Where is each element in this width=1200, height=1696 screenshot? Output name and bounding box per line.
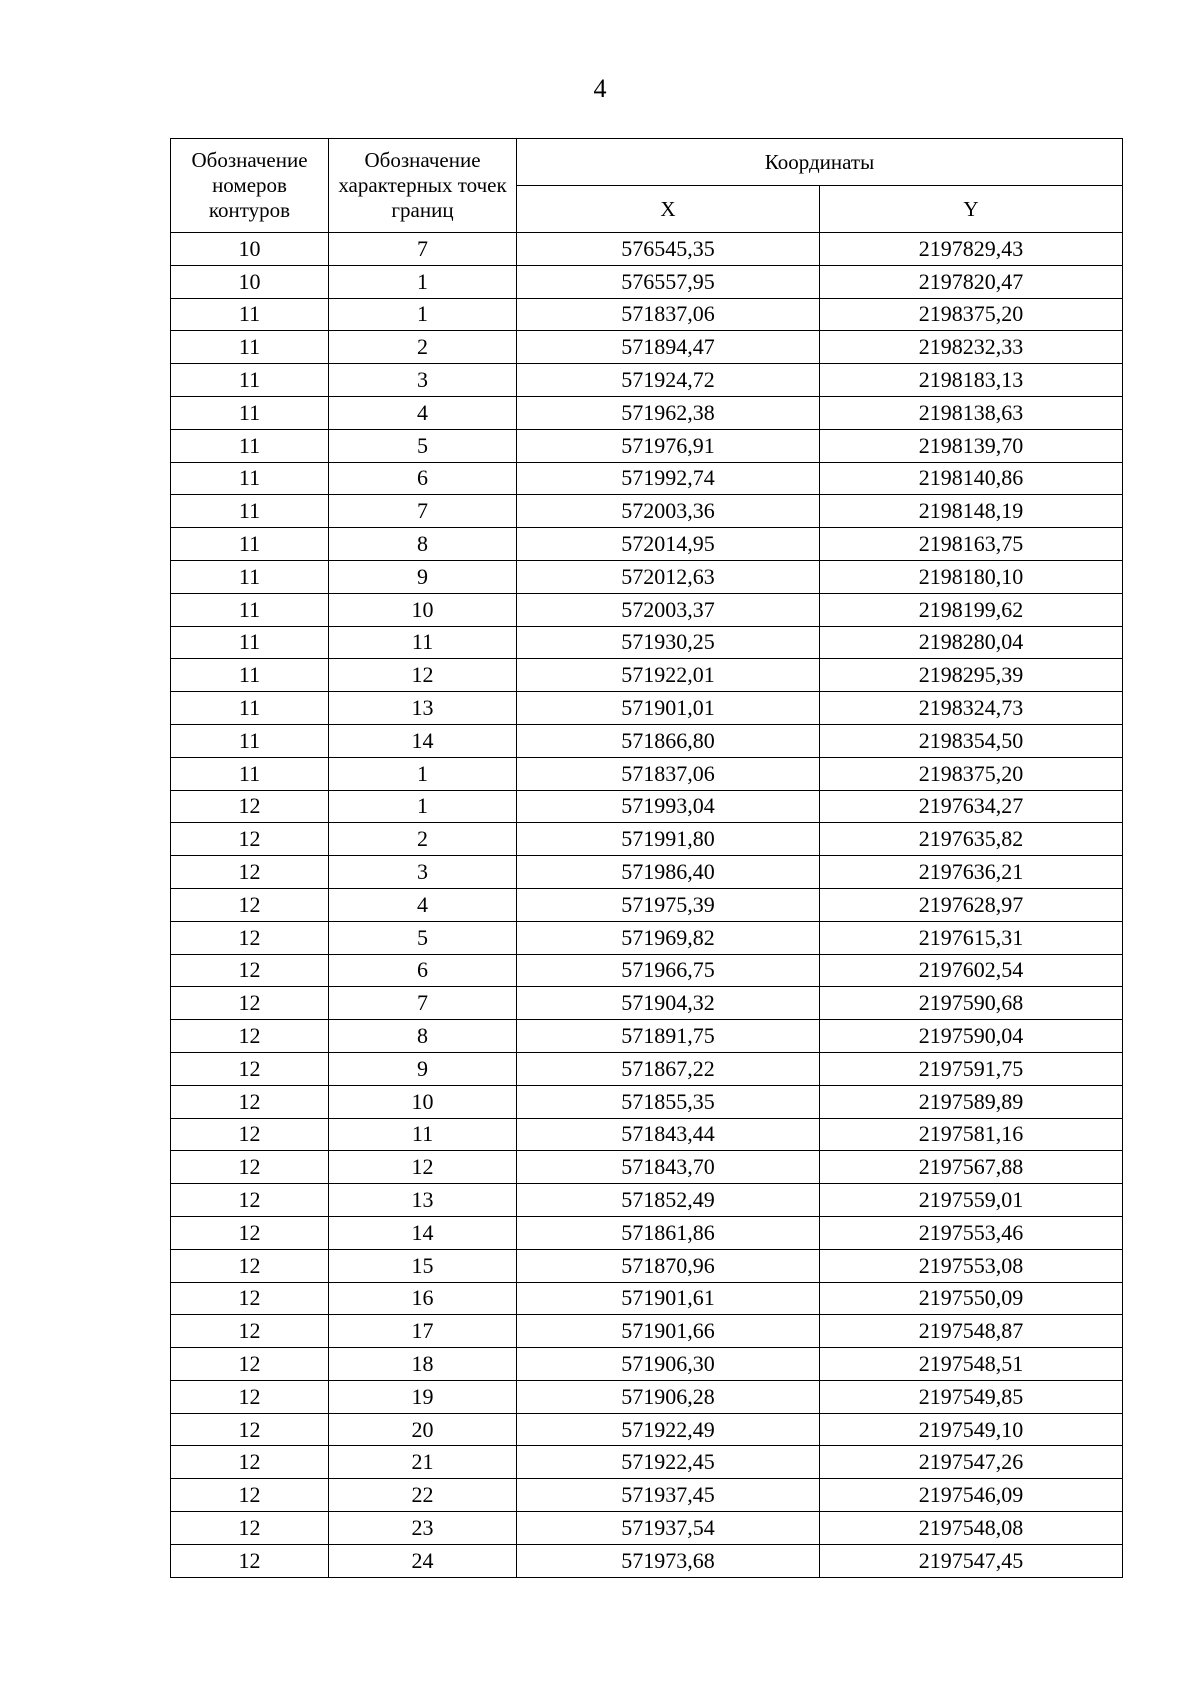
table-row [171,790,1123,823]
table-row [171,1348,1123,1381]
cell-y: 2197581,16 [820,1118,1123,1151]
cell-point: 4 [329,396,517,429]
table-row [171,1151,1123,1184]
table-row [171,856,1123,889]
table-row [171,921,1123,954]
table-row [171,1118,1123,1151]
cell-y: 2197820,47 [820,265,1123,298]
cell-y: 2198183,13 [820,364,1123,397]
cell-point: 11 [329,1118,517,1151]
cell-point: 7 [329,233,517,266]
cell-y: 2197548,51 [820,1348,1123,1381]
cell-y: 2197549,85 [820,1380,1123,1413]
cell-y: 2198375,20 [820,757,1123,790]
table-row [171,396,1123,429]
cell-x: 571962,38 [517,396,820,429]
cell-point: 15 [329,1249,517,1282]
header-coordinates: Координаты [517,139,1123,186]
table-row [171,1315,1123,1348]
header-contour: Обозначение номеров контуров [171,139,329,233]
cell-y: 2197550,09 [820,1282,1123,1315]
cell-contour: 12 [171,1282,329,1315]
table-row [171,888,1123,921]
cell-contour: 12 [171,1151,329,1184]
cell-point: 24 [329,1544,517,1577]
cell-point: 14 [329,724,517,757]
cell-x: 571843,44 [517,1118,820,1151]
cell-x: 571894,47 [517,331,820,364]
cell-point: 18 [329,1348,517,1381]
cell-contour: 12 [171,1052,329,1085]
cell-point: 13 [329,692,517,725]
table-row [171,1413,1123,1446]
cell-point: 8 [329,528,517,561]
cell-y: 2197602,54 [820,954,1123,987]
cell-contour: 12 [171,1348,329,1381]
cell-point: 19 [329,1380,517,1413]
cell-x: 571861,86 [517,1216,820,1249]
cell-point: 11 [329,626,517,659]
cell-x: 571843,70 [517,1151,820,1184]
table-row [171,1380,1123,1413]
cell-y: 2198140,86 [820,462,1123,495]
page-number: 4 [593,74,607,103]
cell-x: 576545,35 [517,233,820,266]
table-row [171,1446,1123,1479]
cell-contour: 11 [171,364,329,397]
cell-x: 571906,28 [517,1380,820,1413]
table-row [171,1282,1123,1315]
cell-x: 571922,01 [517,659,820,692]
cell-x: 571937,54 [517,1512,820,1545]
cell-y: 2197634,27 [820,790,1123,823]
cell-y: 2198354,50 [820,724,1123,757]
cell-contour: 11 [171,331,329,364]
cell-x: 572003,36 [517,495,820,528]
cell-contour: 12 [171,1085,329,1118]
cell-point: 1 [329,757,517,790]
cell-y: 2198138,63 [820,396,1123,429]
cell-point: 6 [329,462,517,495]
table-row [171,987,1123,1020]
cell-y: 2197553,46 [820,1216,1123,1249]
table-row [171,462,1123,495]
table-row [171,1020,1123,1053]
cell-contour: 12 [171,1544,329,1577]
cell-y: 2197636,21 [820,856,1123,889]
cell-x: 571973,68 [517,1544,820,1577]
cell-contour: 11 [171,462,329,495]
cell-x: 571969,82 [517,921,820,954]
cell-contour: 12 [171,1020,329,1053]
header-point: Обозначение характерных точек границ [329,139,517,233]
cell-x: 571901,01 [517,692,820,725]
cell-point: 10 [329,1085,517,1118]
cell-y: 2197549,10 [820,1413,1123,1446]
cell-contour: 11 [171,495,329,528]
cell-x: 571901,61 [517,1282,820,1315]
cell-point: 21 [329,1446,517,1479]
table-row [171,1249,1123,1282]
cell-point: 10 [329,593,517,626]
cell-contour: 12 [171,1446,329,1479]
cell-x: 571870,96 [517,1249,820,1282]
cell-y: 2197547,26 [820,1446,1123,1479]
cell-x: 576557,95 [517,265,820,298]
cell-x: 571937,45 [517,1479,820,1512]
cell-y: 2197548,87 [820,1315,1123,1348]
table-row [171,265,1123,298]
cell-x: 571993,04 [517,790,820,823]
cell-x: 571904,32 [517,987,820,1020]
cell-contour: 10 [171,233,329,266]
cell-contour: 12 [171,1118,329,1151]
table-body [171,233,1123,1578]
cell-y: 2197567,88 [820,1151,1123,1184]
table-row [171,495,1123,528]
cell-y: 2197589,89 [820,1085,1123,1118]
cell-y: 2198180,10 [820,560,1123,593]
cell-x: 571837,06 [517,757,820,790]
table-row [171,692,1123,725]
cell-contour: 11 [171,626,329,659]
cell-y: 2198375,20 [820,298,1123,331]
cell-point: 13 [329,1184,517,1217]
table-row [171,233,1123,266]
cell-y: 2197548,08 [820,1512,1123,1545]
table-row [171,626,1123,659]
cell-contour: 11 [171,396,329,429]
cell-x: 571922,45 [517,1446,820,1479]
cell-x: 571924,72 [517,364,820,397]
table-row [171,593,1123,626]
cell-y: 2197590,04 [820,1020,1123,1053]
cell-x: 571901,66 [517,1315,820,1348]
cell-contour: 11 [171,757,329,790]
table-row [171,724,1123,757]
cell-y: 2198295,39 [820,659,1123,692]
table-row [171,1544,1123,1577]
table-row [171,528,1123,561]
cell-contour: 12 [171,1184,329,1217]
cell-y: 2197546,09 [820,1479,1123,1512]
cell-x: 571852,49 [517,1184,820,1217]
table-row [171,954,1123,987]
cell-y: 2198148,19 [820,495,1123,528]
cell-contour: 12 [171,856,329,889]
cell-point: 9 [329,1052,517,1085]
cell-point: 8 [329,1020,517,1053]
cell-contour: 12 [171,987,329,1020]
cell-y: 2197829,43 [820,233,1123,266]
cell-point: 4 [329,888,517,921]
cell-contour: 11 [171,724,329,757]
table-row [171,560,1123,593]
cell-x: 572012,63 [517,560,820,593]
cell-point: 1 [329,265,517,298]
cell-contour: 11 [171,429,329,462]
cell-contour: 11 [171,593,329,626]
table-row [171,429,1123,462]
table-row [171,757,1123,790]
table-row [171,298,1123,331]
cell-point: 3 [329,856,517,889]
cell-point: 9 [329,560,517,593]
header-y: Y [820,186,1123,233]
cell-point: 7 [329,495,517,528]
cell-point: 22 [329,1479,517,1512]
cell-contour: 12 [171,921,329,954]
table-row [171,1184,1123,1217]
cell-point: 1 [329,298,517,331]
cell-y: 2197559,01 [820,1184,1123,1217]
cell-y: 2197547,45 [820,1544,1123,1577]
cell-x: 571991,80 [517,823,820,856]
cell-contour: 12 [171,1216,329,1249]
table-row [171,1052,1123,1085]
cell-y: 2198199,62 [820,593,1123,626]
cell-x: 571930,25 [517,626,820,659]
table-row [171,364,1123,397]
header-x: X [517,186,820,233]
cell-contour: 10 [171,265,329,298]
table-row [171,331,1123,364]
cell-point: 2 [329,823,517,856]
cell-contour: 12 [171,1479,329,1512]
cell-contour: 12 [171,823,329,856]
cell-x: 571867,22 [517,1052,820,1085]
table-row [171,1216,1123,1249]
cell-x: 572003,37 [517,593,820,626]
cell-point: 6 [329,954,517,987]
cell-x: 572014,95 [517,528,820,561]
cell-contour: 12 [171,1380,329,1413]
table-row [171,1512,1123,1545]
cell-contour: 12 [171,1512,329,1545]
cell-contour: 11 [171,298,329,331]
cell-contour: 11 [171,560,329,593]
cell-y: 2197628,97 [820,888,1123,921]
cell-contour: 12 [171,888,329,921]
cell-x: 571866,80 [517,724,820,757]
cell-x: 571922,49 [517,1413,820,1446]
cell-y: 2198163,75 [820,528,1123,561]
cell-point: 5 [329,921,517,954]
table-row [171,1085,1123,1118]
cell-point: 2 [329,331,517,364]
coordinates-table [170,138,1123,1578]
cell-point: 12 [329,1151,517,1184]
cell-contour: 12 [171,954,329,987]
table-row [171,1479,1123,1512]
cell-point: 17 [329,1315,517,1348]
cell-y: 2197591,75 [820,1052,1123,1085]
cell-contour: 12 [171,1249,329,1282]
cell-contour: 11 [171,528,329,561]
table-row [171,823,1123,856]
cell-x: 571906,30 [517,1348,820,1381]
cell-x: 571837,06 [517,298,820,331]
cell-point: 12 [329,659,517,692]
cell-point: 16 [329,1282,517,1315]
cell-contour: 12 [171,1315,329,1348]
cell-y: 2197590,68 [820,987,1123,1020]
cell-y: 2198232,33 [820,331,1123,364]
cell-point: 7 [329,987,517,1020]
cell-contour: 11 [171,659,329,692]
table-row [171,659,1123,692]
cell-point: 5 [329,429,517,462]
cell-contour: 12 [171,790,329,823]
cell-contour: 12 [171,1413,329,1446]
cell-x: 571891,75 [517,1020,820,1053]
cell-y: 2198139,70 [820,429,1123,462]
cell-y: 2197635,82 [820,823,1123,856]
cell-y: 2197553,08 [820,1249,1123,1282]
cell-x: 571975,39 [517,888,820,921]
cell-point: 14 [329,1216,517,1249]
cell-y: 2198280,04 [820,626,1123,659]
cell-point: 1 [329,790,517,823]
table-header [171,139,1123,233]
cell-y: 2198324,73 [820,692,1123,725]
cell-contour: 11 [171,692,329,725]
cell-x: 571976,91 [517,429,820,462]
cell-x: 571855,35 [517,1085,820,1118]
cell-point: 20 [329,1413,517,1446]
cell-point: 23 [329,1512,517,1545]
cell-x: 571992,74 [517,462,820,495]
cell-x: 571966,75 [517,954,820,987]
cell-y: 2197615,31 [820,921,1123,954]
cell-point: 3 [329,364,517,397]
cell-x: 571986,40 [517,856,820,889]
